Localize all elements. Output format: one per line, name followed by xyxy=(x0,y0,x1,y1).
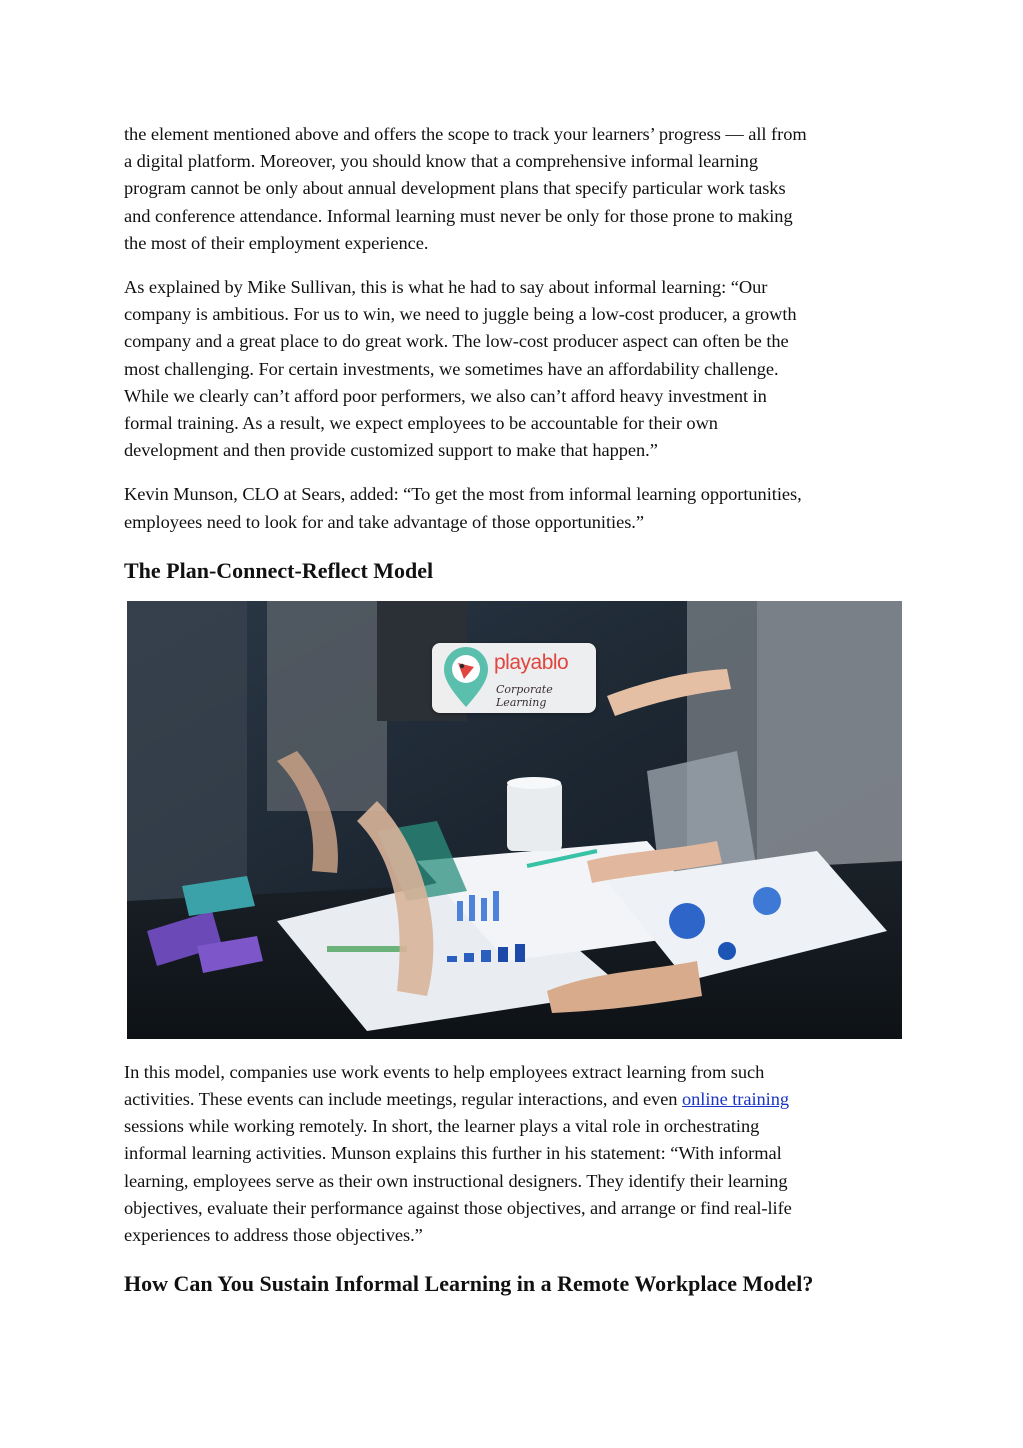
paragraph-model-description xyxy=(124,1059,904,1249)
text-line: company is ambitious. For us to win, we need to juggle being a low-cost producer, a growth xyxy=(124,304,797,325)
online-training-link[interactable]: online training xyxy=(682,1089,790,1110)
heading-plan-connect-reflect: The Plan-Connect-Reflect Model xyxy=(124,557,434,583)
text-line: formal training. As a result, we expect employees to be accountable for their own xyxy=(124,413,718,434)
text-line: a digital platform. Moreover, you should know that a comprehensive informal learning xyxy=(124,151,758,172)
paragraph-munson-quote xyxy=(124,481,904,535)
parrot-pin-icon xyxy=(438,645,494,711)
text-line: informal learning activities. Munson explains this further in his statement: “With informal xyxy=(124,1143,782,1164)
text-line: the most of their employment experience. xyxy=(124,232,429,253)
paragraph-sullivan-quote xyxy=(124,274,904,464)
document-page xyxy=(124,121,904,1299)
text-line: and conference attendance. Informal learning must never be only for those prone to making xyxy=(124,205,793,226)
text-line: As explained by Mike Sullivan, this is what he had to say about informal learning: “Our xyxy=(124,277,768,298)
text-line: sessions while working remotely. In short, the learner plays a vital role in orchestrating xyxy=(124,1116,760,1137)
text-line: objectives, evaluate their performance against those objectives, and arrange or find real-life xyxy=(124,1197,792,1218)
text-line: development and then provide customized support to make that happen.” xyxy=(124,440,658,461)
text-line: Kevin Munson, CLO at Sears, added: “To get the most from informal learning opportunities, xyxy=(124,484,802,505)
text-line: In this model, companies use work events to help employees extract learning from such xyxy=(124,1061,765,1082)
text-line: most challenging. For certain investments, we sometimes have an affordability challenge. xyxy=(124,358,779,379)
playablo-logo xyxy=(432,643,596,713)
logo-tagline: Corporate Learning xyxy=(496,682,553,709)
heading-sustain-informal-learning: How Can You Sustain Informal Learning in a Remote Workplace Model? xyxy=(124,1271,814,1297)
meeting-photo xyxy=(127,601,902,1039)
text-line: learning, employees serve as their own instructional designers. They identify their learning xyxy=(124,1170,788,1191)
text-line: program cannot be only about annual development plans that specify particular work tasks xyxy=(124,178,786,199)
logo-wordmark: playablo xyxy=(494,650,569,674)
paragraph-intro xyxy=(124,121,904,257)
text-line: employees need to look for and take advantage of those opportunities.” xyxy=(124,511,644,532)
text-line: activities. These events can include meetings, regular interactions, and even xyxy=(124,1089,683,1110)
text-line: the element mentioned above and offers the scope to track your learners’ progress — all from xyxy=(124,124,807,144)
text-line: company and a great place to do great work. The low-cost producer aspect can often be the xyxy=(124,331,789,352)
text-line: While we clearly can’t afford poor performers, we also can’t afford heavy investment in xyxy=(124,385,767,406)
text-line: experiences to address those objectives.” xyxy=(124,1225,423,1246)
